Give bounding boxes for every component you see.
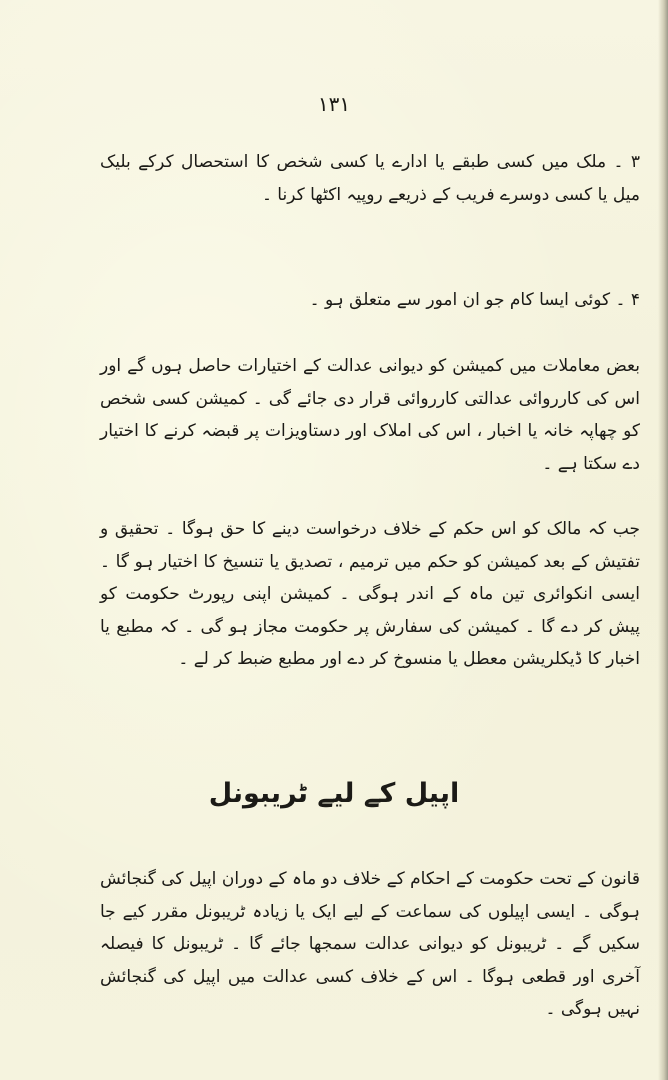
paragraph: قانون کے تحت حکومت کے احکام کے خلاف دو ماہ کے دوران اپیل کی گنجائش ہوگی ۔ ایسی اپیلوں کی سماعت کے لیے ایک یا زیادہ ٹریبونل مقرر کیے جا سکیں گے ۔ ٹریبونل کو دیوانی عدالت سمجھا جائے گا ۔ ٹریبونل کا فیصلہ آخری اور قطعی ہوگا ۔ اس کے خلاف کسی عدالت میں اپیل کی گنجائش نہیں ہوگی ۔: [100, 869, 640, 1019]
list-item-text: کوئی ایسا کام جو ان امور سے متعلق ہو ۔: [309, 290, 611, 310]
list-item: [100, 284, 640, 317]
page-edge-shadow: [658, 0, 668, 1080]
list-item-text: ملک میں کسی طبقے یا ادارے یا کسی شخص کا استحصال کرکے بلیک میل یا کسی دوسرے فریب کے ذریعے روپیہ اکٹھا کرنا ۔: [100, 152, 640, 205]
paragraph: بعض معاملات میں کمیشن کو دیوانی عدالت کے اختیارات حاصل ہوں گے اور اس کی کارروائی عدالتی کارروائی قرار دی جائے گی ۔ کمیشن کسی شخص کو چھاپہ خانہ یا اخبار ، اس کی املاک اور دستاویزات پر قبضہ کرنے کا اختیار دے سکتا ہے ۔: [100, 356, 640, 474]
paragraph: جب کہ مالک کو اس حکم کے خلاف درخواست دینے کا حق ہوگا ۔ تحقیق و تفتیش کے بعد کمیشن کو حکم میں ترمیم ، تصدیق یا تنسیخ کا اختیار ہو گا ۔ ایسی انکوائری تین ماہ کے اندر ہوگی ۔ کمیشن اپنی رپورٹ حکومت کو پیش کر دے گا ۔ کمیشن کی سفارش پر حکومت مجاز ہو گی ۔ کہ مطبع یا اخبار کا ڈیکلریشن معطل یا منسوخ کر دے اور مطبع ضبط کر لے ۔: [100, 519, 640, 669]
list-marker: ٣ ۔: [613, 152, 640, 172]
list-marker: ۴ ۔: [615, 290, 640, 310]
page-number: ١٣١: [317, 92, 351, 116]
section-heading: اپیل کے لیے ٹریبونل: [208, 778, 460, 809]
list-item: [100, 146, 640, 211]
